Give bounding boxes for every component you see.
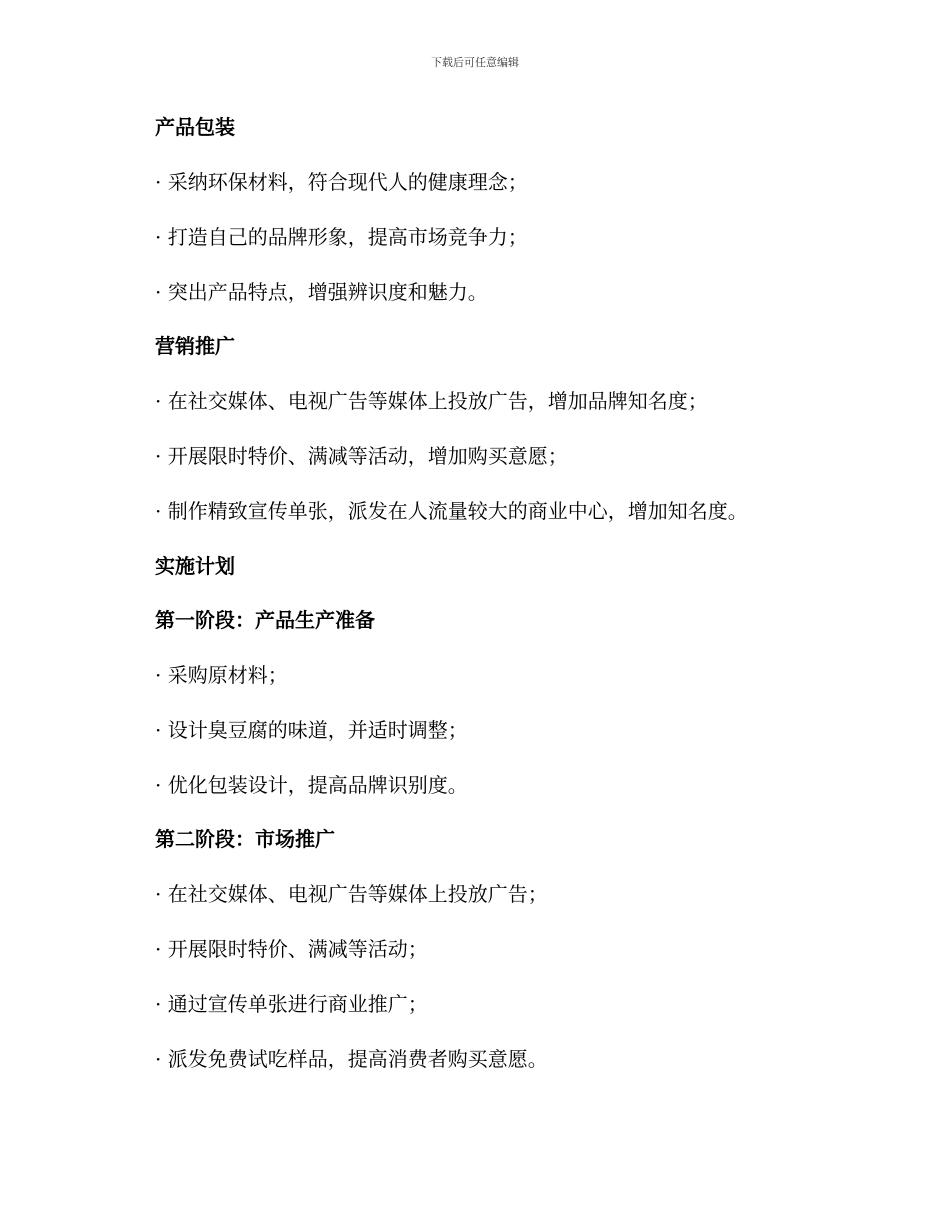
phase-heading-1: 第一阶段：产品生产准备 <box>155 608 375 632</box>
section-heading-implementation: 实施计划 <box>155 554 235 578</box>
bullet-item: · 打造自己的品牌形象，提高市场竞争力； <box>155 225 528 249</box>
bullet-item: · 制作精致宣传单张，派发在人流量较大的商业中心，增加知名度。 <box>155 499 748 523</box>
section-heading-marketing: 营销推广 <box>155 334 235 358</box>
bullet-item: · 通过宣传单张进行商业推广； <box>155 992 428 1016</box>
bullet-item: · 在社交媒体、电视广告等媒体上投放广告； <box>155 882 548 906</box>
phase-heading-2: 第二阶段：市场推广 <box>155 827 335 851</box>
bullet-item: · 突出产品特点，增强辨识度和魅力。 <box>155 280 488 304</box>
bullet-item: · 设计臭豆腐的味道，并适时调整； <box>155 718 468 742</box>
bullet-item: · 采购原材料； <box>155 663 288 687</box>
bullet-item: · 派发免费试吃样品，提高消费者购买意愿。 <box>155 1047 548 1071</box>
section-heading-packaging: 产品包装 <box>155 115 235 139</box>
bullet-item: · 优化包装设计，提高品牌识别度。 <box>155 773 468 797</box>
bullet-item: · 在社交媒体、电视广告等媒体上投放广告，增加品牌知名度； <box>155 389 708 413</box>
bullet-item: · 开展限时特价、满减等活动； <box>155 937 428 961</box>
bullet-item: · 开展限时特价、满减等活动，增加购买意愿； <box>155 444 568 468</box>
bullet-item: · 采纳环保材料，符合现代人的健康理念； <box>155 170 528 194</box>
page-header-note: 下载后可任意编辑 <box>431 56 519 69</box>
